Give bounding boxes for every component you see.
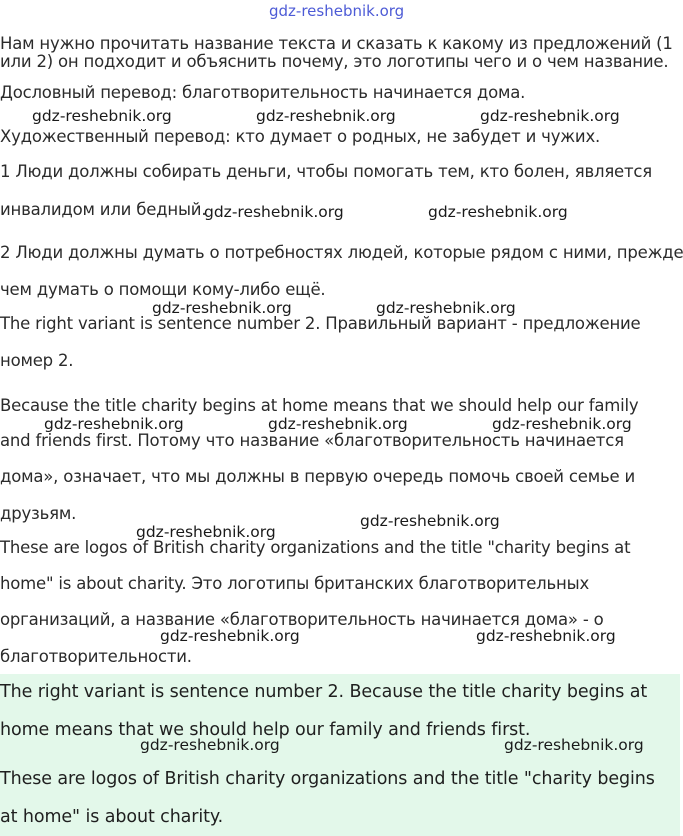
text-line-16: home" is about charity. Это логотипы британских благотворительных [0, 574, 590, 593]
watermark: gdz-reshebnik.org [136, 523, 276, 541]
watermark: gdz-reshebnik.org [256, 107, 396, 125]
cropped-line-wrapper [0, 52, 680, 74]
watermark: gdz-reshebnik.org [140, 736, 280, 754]
watermark: gdz-reshebnik.org [492, 415, 632, 433]
text-line-18: благотворительности. [0, 647, 192, 666]
text-line-17: организаций, а название «благотворительность начинается дома» - о [0, 610, 604, 629]
answer-line-2: home means that we should help our family and friends first. [0, 720, 531, 740]
watermark: gdz-reshebnik.org [204, 203, 344, 221]
text-line-13: дома», означает, что мы должны в первую очередь помочь своей семье и [0, 467, 635, 486]
text-line-15: These are logos of British charity organizations and the title "charity begins at [0, 538, 631, 557]
watermark: gdz-reshebnik.org [44, 415, 184, 433]
watermark: gdz-reshebnik.org [360, 512, 500, 530]
watermark: gdz-reshebnik.org [160, 627, 300, 645]
text-line-11: Because the title charity begins at home means that we should help our family [0, 396, 639, 415]
text-line-14: друзьям. [0, 504, 77, 523]
text-line-3: Дословный перевод: благотворительность начинается дома. [0, 83, 526, 102]
watermark: gdz-reshebnik.org [428, 203, 568, 221]
watermark: gdz-reshebnik.org [376, 299, 516, 317]
text-line-4: Художественный перевод: кто думает о родных, не забудет и чужих. [0, 127, 601, 146]
text-line-10: номер 2. [0, 351, 74, 370]
watermark: gdz-reshebnik.org [32, 107, 172, 125]
watermark: gdz-reshebnik.org [152, 299, 292, 317]
text-line-1: Нам нужно прочитать название текста и сказать к какому из предложений (1 [0, 34, 673, 53]
text-line-5: 1 Люди должны собирать деньги, чтобы помогать тем, кто болен, является [0, 162, 653, 181]
watermark: gdz-reshebnik.org [480, 107, 620, 125]
watermark: gdz-reshebnik.org [476, 627, 616, 645]
text-line-8: чем думать о помощи кому-либо ещё. [0, 280, 326, 299]
text-line-12: and friends first. Потому что название «благотворительность начинается [0, 431, 624, 450]
watermark: gdz-reshebnik.org [504, 736, 644, 754]
answer-line-1: The right variant is sentence number 2. Because the title charity begins at [0, 682, 648, 702]
answer-line-4: at home" is about charity. [0, 807, 224, 827]
text-line-9: The right variant is sentence number 2. Правильный вариант - предложение [0, 314, 641, 333]
text-line-6: инвалидом или бедный. [0, 200, 207, 219]
text-line-7: 2 Люди должны думать о потребностях людей, которые рядом с ними, прежде [0, 243, 683, 262]
watermark-top: gdz-reshebnik.org [269, 2, 405, 20]
text-line-2: или 2) он подходит и объяснить почему, это логотипы чего и о чем название. [0, 52, 669, 71]
watermark: gdz-reshebnik.org [268, 415, 408, 433]
answer-line-3: These are logos of British charity organizations and the title "charity begins [0, 769, 655, 789]
